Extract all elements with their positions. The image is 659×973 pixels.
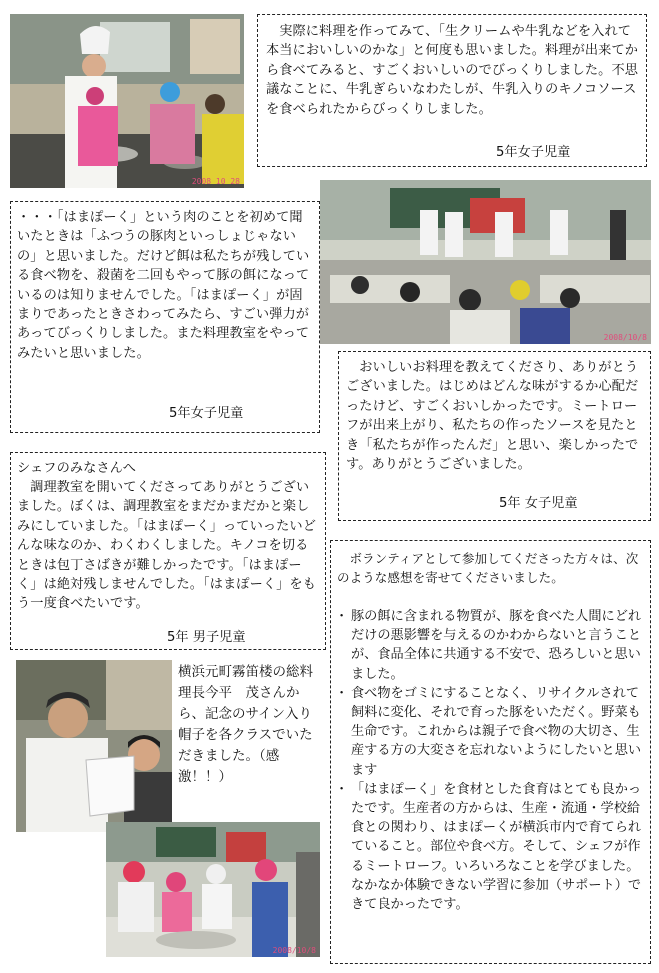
student-comment-box-3 (338, 351, 651, 521)
comment-signature: 5年 女子児童 (499, 496, 578, 511)
photo-date-stamp: 2008/10/8 (272, 946, 316, 955)
comment-text: 調理教室を開いてくださってありがとうございました。ぼくは、調理教室をまだかまだかと楽しみにしていました。「はまぽーく」っていったいどんな味なのか、わくわくしました。キノコを切るときは包丁さばきが難しかったです。「はまぽーく」は絶対残しませんでした。「はまぽーく」をもう一度食べたいです。 (17, 480, 317, 612)
volunteer-comment-list (337, 607, 646, 914)
photo-date-stamp: 2008/10/8 (603, 333, 647, 342)
volunteer-intro: ボランティアとして参加してくださった方々は、次のような感想を寄せてくださいました。 (337, 551, 639, 585)
volunteer-comment: ・ 食べ物をゴミにすることなく、リサイクルされて飼料に変化、それで育った豚をいただく。野菜も生命です。これからは親子で食べ物の大切さ、生産する方の大変さを忘れないようにしたいと思います (337, 684, 646, 780)
student-comment-box-2 (10, 201, 320, 433)
comment-signature: 5年女子児童 (496, 145, 571, 160)
greeting: シェフのみなさんへ (17, 461, 137, 476)
student-comment-box-4 (10, 452, 326, 650)
comment-text: おいしいお料理を教えてくださり、ありがとうございました。はじめはどんな味がするか心配だったけど、すごくおいしかったです。ミートローフが出来上がり、私たちの作ったソースを見たとき「私たちが作ったんだ」と思い、楽しかったです。ありがとうございました。 (346, 360, 639, 473)
photo-caption: 横浜元町霧笛楼の総料理長今平 茂さんから、記念のサイン入り帽子を各クラスでいただきました。（感激！！） (178, 664, 313, 785)
photo-date-stamp: 2008 10 28 (191, 177, 240, 186)
photo-cooking-class (106, 822, 320, 957)
comment-signature: 5年 男子児童 (167, 630, 246, 645)
volunteer-comment: ・ 「はまぽーく」を食材とした食育はとても良かったです。生産者の方からは、生産・流通・学校給食との関わり、はまぽーくが横浜市内で育てられていること。部位や食べ方。そして、シェフが作るミートローフ。いろいろなことを学びました。なかなか体験できない学習に参加（サポート）できて良かったです。 (337, 780, 646, 914)
comment-signature: 5年女子児童 (169, 406, 244, 421)
student-comment-box-1 (257, 14, 647, 167)
photo-chef-with-student (16, 660, 172, 832)
photo-classroom-chefs (320, 180, 651, 344)
comment-text: 実際に料理を作ってみて、「生クリームや牛乳などを入れて本当においしいのかな」と何度も思いました。料理が出来てから食べてみると、すごくおいしいのでびっくりしました。不思議なことに、牛乳ぎらいなわたしが、牛乳入りのキノコソースを食べられたからびっくりしました。 (266, 24, 639, 117)
photo-chef-cooking (10, 14, 244, 188)
comment-text: ・・・「はまぽーく」という肉のことを初めて聞いたときは「ふつうの豚肉といっしょじゃないの」と思いました。だけど餌は私たちが残している食べ物を、殺菌を二回もやって豚の餌になっているのは知りませんでした。「はまぽーく」が固まりであったときさわってみたら、すごい弾力があってびっくりしました。また料理教室をやってみたいと思いました。 (17, 210, 310, 361)
volunteer-comments-box (330, 540, 651, 964)
volunteer-comment: ・ 豚の餌に含まれる物質が、豚を食べた人間にどれだけの悪影響を与えるのかわからないと言うことが、食品全体に共通する不安で、恐ろしいと思いました。 (337, 607, 646, 684)
